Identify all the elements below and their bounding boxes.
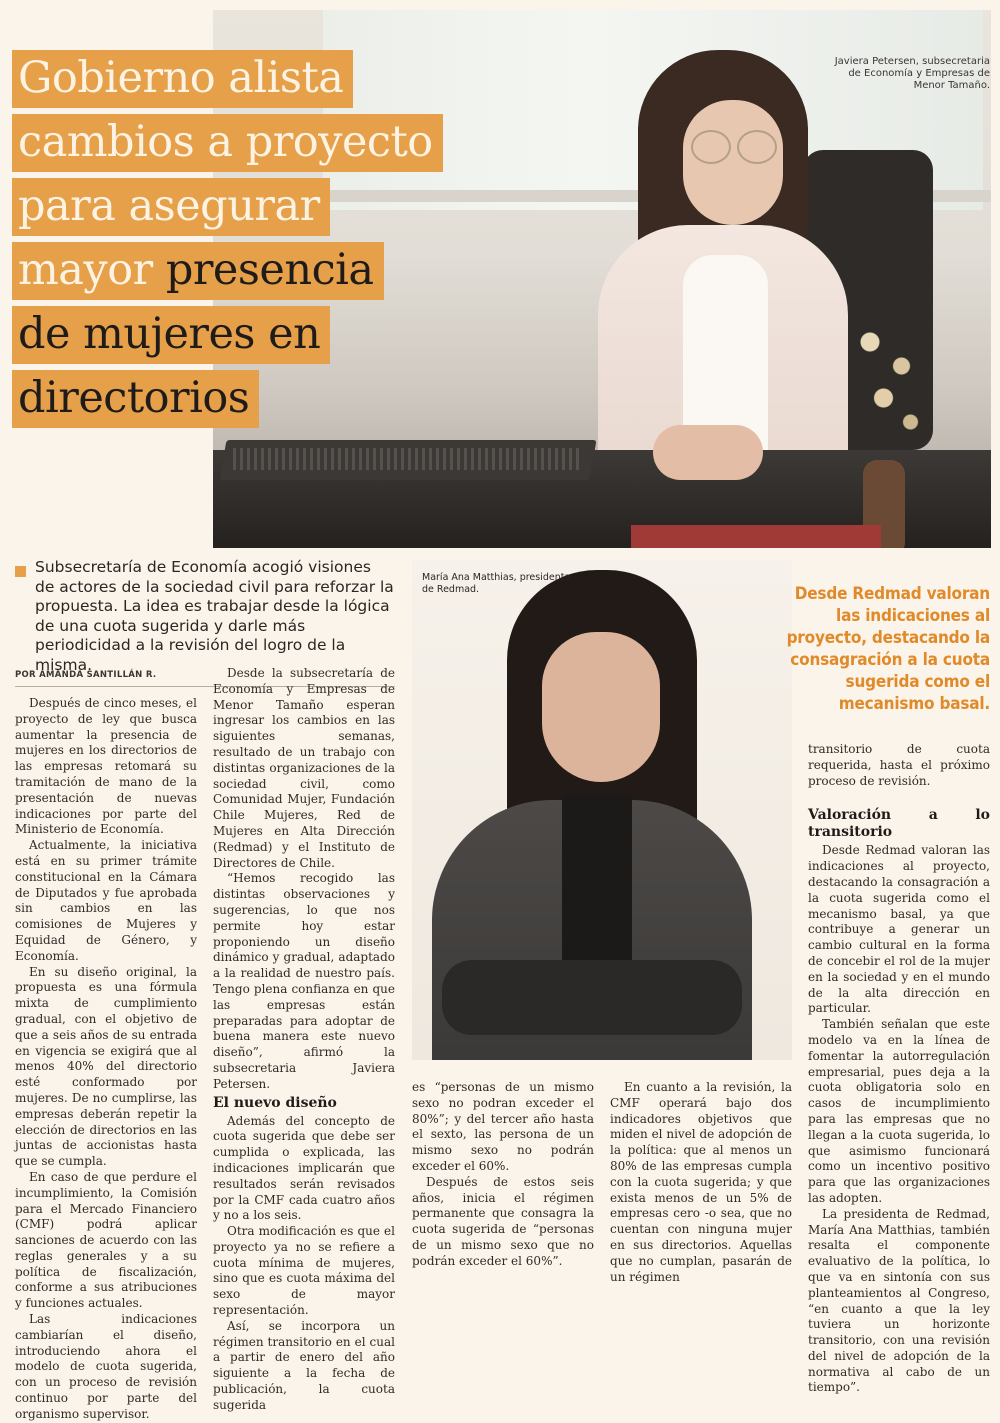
body-column-1 [15,696,197,1423]
clasped-hands [653,425,763,480]
paragraph: es “personas de un mismo sexo no podran exceder el 80%”; y del tercer año hasta el sexto, las persona de un mismo sexo no podrán exceder el 60%. [412,1080,594,1173]
headline-line-2: cambios a proyecto [12,114,443,172]
paragraph: La presidenta de Redmad, María Ana Matthias, también resalta el componente evaluativo de la política, lo que va en sintonía con sus planteamientos al Congreso, “en cuanto a que la ley tuviera un horizonte transitorio, con una revisión del nivel de adopción de la normativa al cabo de un tiempo”. [808,1206,990,1395]
photo-caption-1: Javiera Petersen, subsecretaria de Economía y Empresas de Menor Tamaño. [834,56,990,91]
paragraph: Desde Redmad valoran las indicaciones al proyecto, destacando la consagración a la cuota sugerida como el mecanismo basal, ya que contribuye a generar un cambio cultural en la forma de concebir el rol de la mujer en la sociedad y en el mundo de la alta dirección en particular. [808,843,990,1016]
paragraph: En su diseño original, la propuesta es una fórmula mixta de cumplimiento gradual, con el objetivo de que a seis años de su entrada en vigencia se exigirá que al menos 40% del directorio esté conformado por mujeres. De no cumplirse, las empresas deberán repetir la elección de directorios en las juntas de accionistas hasta que se cumpla. [15,964,197,1169]
paragraph: Desde la subsecretaría de Economía y Empresas de Menor Tamaño esperan ingresar los cambios en las siguientes semanas, resultado de un trabajo con distintas organizaciones de la sociedad civil, como Comunidad Mujer, Fundación Chile Mujeres, Red de Mujeres en Alta Dirección (Redmad) y el Instituto de Directores de Chile. [213,666,395,870]
headline-line-6: directorios [12,370,259,428]
paragraph: En caso de que perdure el incumplimiento, la Comisión para el Mercado Financiero (CMF) podrá aplicar sanciones de acuerdo con las reglas generales y a su política de fiscalización, conforme a sus atribuciones y funciones actuales. [15,1169,197,1311]
subheading-nuevo-diseno: El nuevo diseño [213,1094,337,1111]
headline [12,50,512,434]
dried-flowers [843,310,933,470]
headline-line-4 [12,242,384,300]
paragraph: transitorio de cuota requerida, hasta el próximo proceso de revisión. [808,742,990,788]
body-column-5 [808,742,990,1396]
headline-line-4b: presencia [165,245,374,295]
paragraph: “Hemos recogido las distintas observaciones y sugerencias, lo que nos permite hoy estar proponiendo un diseño dinámico y gradual, adaptado a la realidad de nuestro país. Tengo plena confianza en que las empresas están preparadas para adoptar de buena manera este nuevo diseño”, afirmó la subsecretaria Javiera Petersen. [213,871,395,1091]
paragraph: En cuanto a la revisión, la CMF operará bajo dos indicadores objetivos que miden el nivel de adopción de la política: que al menos un 80% de las empresas cumpla con la cuota sugerida; y que exista menos de un 5% de empresas cero -o sea, que no cuentan con ninguna mujer en sus directorios. Aquellas que no cumplan, pasarán de un régimen [610,1080,792,1284]
paragraph: Las indicaciones cambiarían el diseño, introduciendo ahora el modelo de cuota sugerida, con un proceso de revisión continuo por parte del organismo supervisor. [15,1312,197,1421]
portrait-face [542,632,660,782]
laptop-grille [233,448,583,470]
body-column-2 [213,666,395,1414]
body-column-3 [412,1080,594,1270]
paragraph: Después de cinco meses, el proyecto de ley que busca aumentar la presencia de mujeres en los directorios de las empresas retomará su tramitación de mano de la presentación de nuevas indicaciones por parte del Ministerio de Economía. [15,696,197,837]
paragraph: Otra modificación es que el proyecto ya no se refiere a cuota mínima de mujeres, sino que es cuota máxima del sexo de mayor representación. [213,1224,395,1318]
pull-quote: Desde Redmad valoran las indicaciones al proyecto, destacando la consagración a la cuota sugerida como el mecanismo basal. [786,584,990,714]
portrait-crossed-arms [442,960,742,1035]
person-face [683,100,783,225]
glasses-left [691,130,731,164]
glasses-right [737,130,777,164]
headline-line-3: para asegurar [12,178,330,236]
red-book [631,525,881,548]
paragraph: También señalan que este modelo va en la línea de fomentar la autorregulación empresarial, pues deja a la cuota obligatoria solo en casos de incumplimiento para las empresas que no llegan a la cuota sugerida, lo que asimismo funcionará como un incentivo positivo para que las organizaciones las adopten. [808,1017,990,1205]
deck: Subsecretaría de Economía acogió visiones de actores de la sociedad civil para reforzar la propuesta. La idea es trabajar desde la lógica de una cuota sugerida y darle más periodicidad a la revisión del logro de la misma. [35,558,394,674]
byline: POR AMANDA SANTILLÁN R. [15,670,157,680]
body-column-4 [610,1080,792,1285]
paragraph: Además del concepto de cuota sugerida que debe ser cumplida o explicada, las indicaciones implicarán que resultados serán revisados por la CMF cada cuatro años y no a los seis. [213,1113,395,1223]
subheading-valoracion: Valoración a lo transitorio [808,807,990,841]
headline-line-1: Gobierno alista [12,50,353,108]
paragraph: Así, se incorpora un régimen transitorio en el cual a partir de enero del año siguiente a la fecha de publicación, la cuota sugerida [213,1318,395,1412]
paragraph: Después de estos seis años, inicia el régimen permanente que consagra la cuota sugerida de “personas de un mismo sexo que no podrán exceder el 60%”. [412,1174,594,1268]
photo-caption-2: María Ana Matthias, presidenta de Redmad. [422,572,571,595]
paragraph: Actualmente, la iniciativa está en su primer trámite constitucional en la Cámara de Diputados y fue aprobada sin cambios en las comisiones de Mujeres y Equidad de Género, y Economía. [15,838,197,963]
headline-line-4a: mayor [18,245,166,295]
deck-bullet-icon [15,566,26,577]
headline-line-5: de mujeres en [12,306,330,364]
portrait-photo [412,560,792,1060]
